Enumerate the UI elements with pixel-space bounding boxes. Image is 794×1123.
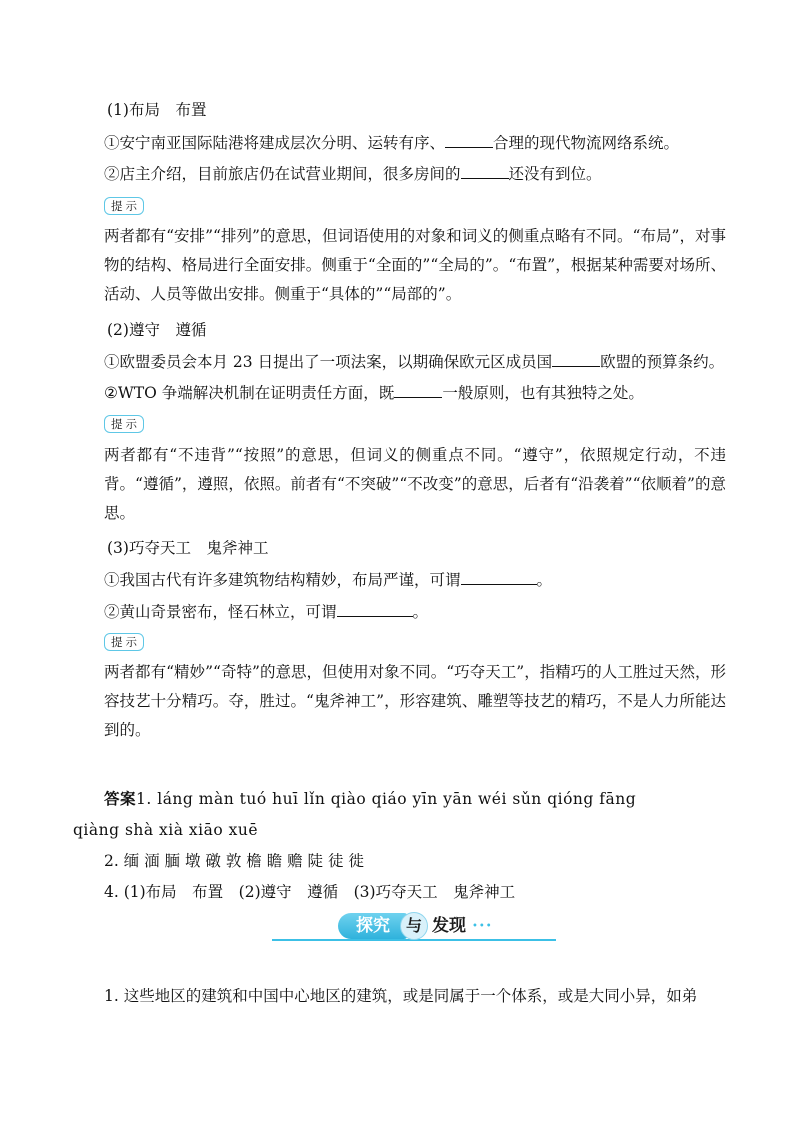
tip-badge: 提示 [104,633,144,651]
section-2-title: (2)遵守 遵循 [107,321,207,339]
answer-blank [445,133,493,148]
answers-line-4: 4. (1)布局 布置 (2)遵守 遵循 (3)巧夺天工 鬼斧神工 [104,883,516,901]
tip-badge: 提示 [104,415,144,433]
question-text: 还没有到位。 [508,165,602,183]
answers-line-3: 2. 缅 湎 腼 墩 礅 敦 檐 瞻 赡 陡 徒 徙 [104,852,364,870]
answer-blank [337,602,413,617]
section-1-title: (1)布局 布置 [107,101,207,119]
section-3-question-2 [104,602,428,622]
banner-dots: ••• [472,921,493,932]
question-text: 合理的现代物流网络系统。 [493,134,680,152]
answers-line-1 [104,789,636,809]
section-1-question-2 [104,164,602,184]
section-3-title: (3)巧夺天工 鬼斧神工 [107,539,269,557]
section-2-question-1 [104,352,724,372]
question-text: ②WTO 争端解决机制在证明责任方面，既 [104,384,395,402]
question-text: ②店主介绍，目前旅店仍在试营业期间，很多房间的 [104,165,461,183]
section-3-explanation: 两者都有“精妙”“奇特”的意思，但使用对象不同。“巧夺天工”，指精巧的人工胜过天然，形容技艺十分精巧。夺，胜过。“鬼斧神工”，形容建筑、雕塑等技艺的精巧，不是人力所能达到的。 [104,663,726,739]
answers-label: 答案 [104,789,137,808]
answers-line-2: qiàng shà xià xiāo xuē [73,821,259,839]
banner-circle: 与 [400,912,428,940]
question-text: 。 [536,571,553,589]
question-text: 一般原则，也有其独特之处。 [442,384,644,402]
answer-blank [461,164,509,179]
answers-text: 1. láng màn tuó huī lǐn qiào qiáo yīn yān wéi sǔn qióng fāng [136,790,637,808]
tip-badge: 提示 [104,197,144,215]
answer-blank [461,570,537,585]
banner-pill: 探究 [338,913,408,939]
question-text: ①我国古代有许多建筑物结构精妙，布局严谨，可谓 [104,571,461,589]
section-1-question-1 [104,133,679,153]
answer-blank [394,383,442,398]
discovery-line-1: 1. 这些地区的建筑和中国中心地区的建筑，或是同属于一个体系，或是大同小异，如弟 [104,987,698,1005]
question-text: 。 [412,603,429,621]
answer-blank [552,352,600,367]
section-2-explanation: 两者都有“不违背”“按照”的意思，但词义的侧重点不同。“遵守”，依照规定行动，不违背。“遵循”，遵照，依照。前者有“不突破”“不改变”的意思，后者有“沿袭着”“依顺着”的意思。 [104,446,726,522]
section-2-question-2 [104,383,644,403]
question-text: ①安宁南亚国际陆港将建成层次分明、运转有序、 [104,134,446,152]
question-text: ①欧盟委员会本月 23 日提出了一项法案，以期确保欧元区成员国 [104,353,553,371]
banner-title: 发现 [432,916,466,936]
question-text: 欧盟的预算条约。 [600,353,725,371]
section-1-explanation: 两者都有“安排”“排列”的意思，但词语使用的对象和词义的侧重点略有不同。“布局”，对事物的结构、格局进行全面安排。侧重于“全面的”“全局的”。“布置”，根据某种需要对场所、活动、人员等做出安排。侧重于“具体的”“局部的”。 [104,227,726,303]
section-3-question-1 [104,570,552,590]
section-banner [272,912,556,942]
question-text: ②黄山奇景密布，怪石林立，可谓 [104,603,337,621]
